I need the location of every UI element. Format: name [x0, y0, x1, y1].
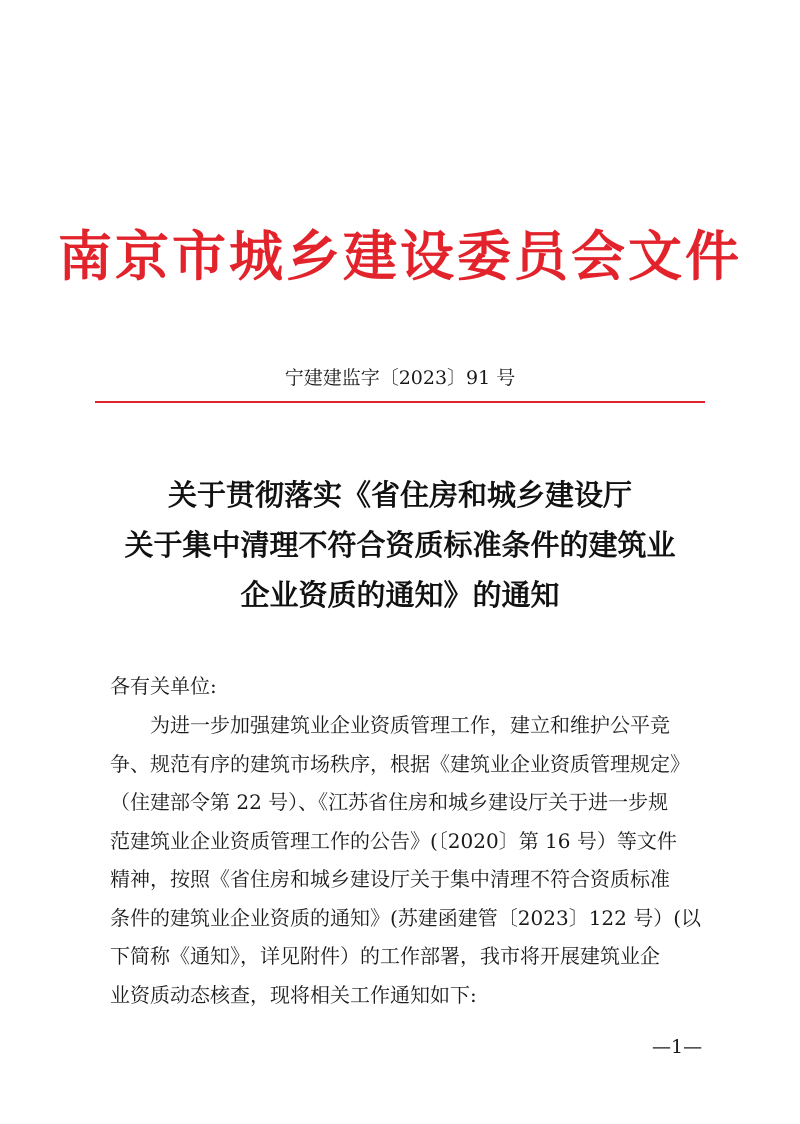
paragraph-line-4: 范建筑业企业资质管理工作的公告》(〔2020〕第 16 号）等文件: [110, 828, 677, 853]
paragraph-line-7: 下简称《通知》，详见附件）的工作部署，我市将开展建筑业企: [110, 944, 660, 968]
notice-title: [0, 470, 800, 620]
paragraph-line-5: 精神，按照《省住房和城乡建设厅关于集中清理不符合资质标准: [110, 867, 670, 891]
document-number: 宁建建监字〔2023〕91 号: [284, 367, 516, 389]
body-paragraph: [110, 706, 710, 1014]
paragraph-line-8: 业资质动态核查，现将相关工作通知如下:: [110, 982, 477, 1007]
paragraph-line-2: 争、规范有序的建筑市场秩序，根据《建筑业企业资质管理规定》: [110, 751, 690, 776]
paragraph-line-1: 为进一步加强建筑业企业资质管理工作，建立和维护公平竞: [150, 713, 670, 737]
masthead-title: 南京市城乡建设委员会文件: [58, 225, 742, 288]
title-line-1: 关于贯彻落实《省住房和城乡建设厅: [167, 478, 632, 512]
salutation: 各有关单位:: [110, 674, 217, 698]
page-number: —1—: [652, 1036, 703, 1058]
title-line-3: 企业资质的通知》的通知: [240, 578, 560, 612]
red-divider-line: [95, 401, 705, 403]
paragraph-line-3: （住建部令第 22 号）、《江苏省住房和城乡建设厅关于进一步规: [110, 790, 669, 814]
title-line-2: 关于集中清理不符合资质标准条件的建筑业: [124, 528, 676, 562]
paragraph-line-6: 条件的建筑业企业资质的通知》(苏建函建管〔2023〕122 号）(以: [110, 905, 702, 930]
